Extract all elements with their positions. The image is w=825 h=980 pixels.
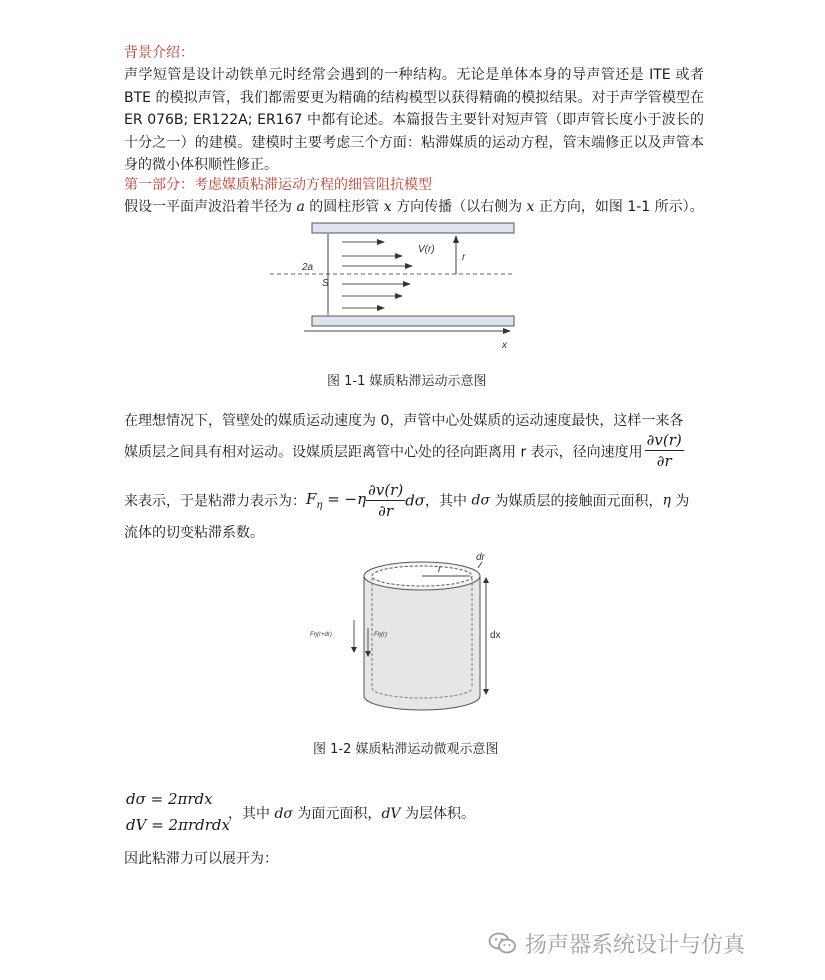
para2-line3-text-a: 来表示，于是粘滞力表示为：: [124, 493, 306, 510]
dsigma-symbol: dσ: [471, 492, 491, 509]
watermark-text: 扬声器系统设计与仿真: [525, 933, 746, 958]
f-dsigma: dσ: [405, 491, 426, 510]
part1-text-b: 的圆柱形管: [304, 199, 384, 215]
force-frac-numerator: ∂v(r): [368, 481, 404, 499]
label-dr: dr: [476, 552, 485, 563]
note-text-b: 为面元面积，: [292, 806, 382, 822]
viscous-force-lhs: [306, 490, 367, 511]
note-text-a: ，其中: [228, 806, 275, 822]
frac-numerator: ∂v(r): [646, 431, 682, 449]
part1-text-c: 方向传播（以右侧为: [391, 199, 527, 215]
part1-sentence: [124, 196, 704, 216]
var-a: a: [296, 199, 305, 215]
label-dx: dx: [490, 630, 501, 641]
tube-wall-bottom: [312, 316, 514, 326]
watermark: [488, 928, 745, 961]
para2-line3-text-b: ，其中: [425, 493, 472, 510]
part1-text-a: 假设一平面声波沿着半径为: [124, 199, 297, 215]
viscous-force-fraction: [366, 480, 405, 521]
label-f-r-dr: Fη(r+dr): [310, 632, 332, 638]
f-subscript: η: [316, 500, 323, 511]
frac-denominator: ∂r: [656, 452, 672, 470]
label-v: V(r): [418, 244, 435, 255]
para2-line4: 流体的切变粘滞系数。: [124, 525, 264, 541]
equation-dv: dV = 2πrdrdx: [126, 816, 230, 834]
var-x-2: x: [526, 199, 535, 215]
part1-text-d: 正方向，如图 1-1 所示）。: [534, 199, 704, 215]
var-x: x: [383, 199, 392, 215]
tube-wall-top: [312, 223, 514, 233]
f-symbol: F: [306, 490, 317, 508]
intro-paragraph: 声学短管是设计动铁单元时经常会遇到的一种结构。无论是单体本身的导声管还是 ITE 或者 BTE 的模拟声管，我们都需要更为精确的结构模型以获得精确的模拟结果。对于声学管模型在 ER 076B; ER122A; ER167 中都有论述。本篇报告主要针对短声管（即声管长度小于波长的十分之一）的建模。建模时主要考虑三个方面：粘滞媒质的运动方程，管末端修正以及声管本身的微小体积顺性修正。: [124, 67, 704, 173]
force-frac-denominator: ∂r: [378, 502, 394, 520]
label-s: S: [322, 278, 329, 289]
note-dv: dV: [381, 806, 401, 822]
eta-symbol: η: [662, 492, 671, 509]
label-r-cyl: r: [438, 564, 442, 575]
figure-1-1-diagram: [262, 218, 522, 352]
note-text-c: 为层体积。: [400, 806, 475, 822]
wechat-icon: [488, 931, 518, 961]
velocity-gradient-fraction: [645, 430, 684, 471]
equation-dsigma: dσ = 2πrdx: [126, 790, 213, 808]
f-equals: = −η: [322, 490, 367, 508]
para2-line2: [124, 432, 684, 473]
background-heading: 背景介绍：: [124, 45, 194, 61]
note-dsigma: dσ: [274, 806, 293, 822]
para2-line3-text-d: 为: [670, 493, 690, 510]
para2-line2-text: 媒质层之间具有相对运动。设媒质层距离管中心处的径向距离用 r 表示，径向速度用: [124, 444, 643, 461]
equation-note: [228, 803, 475, 823]
para2-line3-text-c: 为媒质层的接触面元面积，: [490, 493, 663, 510]
final-line: 因此粘滞力可以展开为：: [124, 851, 278, 867]
figure-1-2-diagram: [310, 548, 510, 728]
figure-1-2-caption: 图 1-2 媒质粘滞运动微观示意图: [313, 742, 499, 757]
label-f-r: Fη(r): [374, 632, 387, 638]
para2-line1: 在理想情况下，管壁处的媒质运动速度为 0，声管中心处媒质的运动速度最快，这样一来各: [124, 413, 684, 429]
label-r: r: [462, 252, 466, 263]
para2-line3: [124, 480, 689, 521]
part1-heading: 第一部分：考虑媒质粘滞运动方程的细管阻抗模型: [124, 177, 432, 193]
label-x: x: [502, 340, 507, 351]
label-2a: 2a: [302, 262, 314, 273]
figure-1-1-caption: 图 1-1 媒质粘滞运动示意图: [327, 374, 487, 389]
